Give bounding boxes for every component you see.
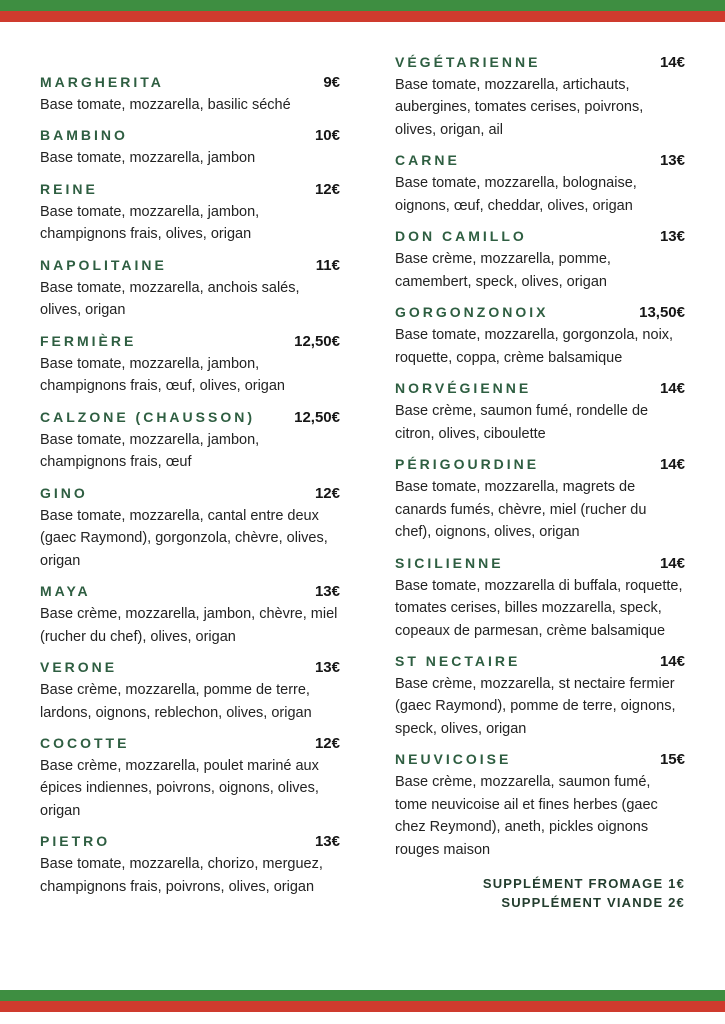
menu-item-price: 12,50€: [294, 332, 340, 350]
menu-item-price: 13€: [314, 583, 340, 601]
menu-item-name: VERONE: [40, 659, 118, 676]
menu-item-name: DON CAMILLO: [395, 228, 527, 245]
menu-item-header: [40, 127, 340, 144]
menu-item: [395, 228, 685, 293]
menu-item-description: Base tomate, mozzarella, bolognaise, oignons, œuf, cheddar, olives, origan: [395, 175, 637, 214]
menu-item-description: Base crème, mozzarella, saumon fumé, tome neuvicoise ail et fines herbes (gaec chez Reymond), aneth, pickles oignons rouges maison: [395, 774, 658, 858]
menu-item-name: PIETRO: [40, 833, 111, 850]
menu-item-description: Base crème, mozzarella, pomme, camembert, speck, olives, origan: [395, 251, 611, 290]
menu-item-description: Base crème, mozzarella, jambon, chèvre, miel (rucher du chef), olives, origan: [40, 606, 338, 645]
menu-item-header: [395, 152, 685, 169]
menu-item-header: [40, 181, 340, 198]
menu-item-price: 13€: [659, 228, 685, 246]
menu-item: [395, 456, 685, 543]
menu-item-name: GORGONZONOIX: [395, 304, 549, 321]
menu-item-header: [40, 659, 340, 676]
menu-item-header: [40, 409, 340, 426]
menu-item-price: 9€: [323, 74, 340, 91]
menu-item: [40, 127, 340, 169]
menu-item-header: [395, 456, 685, 473]
menu-item-header: [40, 485, 340, 502]
menu-item-name: CARNE: [395, 152, 460, 169]
menu-item: [40, 735, 340, 822]
menu-item-name: NAPOLITAINE: [40, 256, 167, 273]
menu-item-name: ST NECTAIRE: [395, 652, 521, 669]
menu-item-price: 14€: [659, 54, 685, 71]
menu-item-price: 12€: [314, 180, 340, 198]
menu-item-price: 13€: [314, 659, 340, 677]
menu-item-name: BAMBINO: [40, 127, 128, 144]
menu-item-header: [395, 228, 685, 245]
menu-item-name: NEUVICOISE: [395, 751, 512, 768]
menu-item-header: [40, 583, 340, 600]
menu-column-left: [40, 74, 340, 913]
menu-item: [395, 152, 685, 217]
menu-item-price: 14€: [659, 380, 685, 398]
menu-item-price: 11€: [315, 256, 340, 274]
menu-item-price: 12€: [314, 484, 340, 502]
menu-item-header: [40, 74, 340, 91]
flag-stripe-red-bottom: [0, 1001, 725, 1012]
menu-item-description: Base crème, saumon fumé, rondelle de citron, olives, ciboulette: [395, 403, 649, 442]
menu-item: [395, 54, 685, 141]
menu-item-price: 12,50€: [294, 408, 340, 426]
menu-item: [40, 409, 340, 474]
menu-item-name: CALZONE (CHAUSSON): [40, 408, 255, 425]
menu-item-description: Base tomate, mozzarella, cantal entre deux (gaec Raymond), gorgonzola, chèvre, olives, origan: [40, 507, 328, 569]
menu-item-description: Base tomate, mozzarella di buffala, roquette, tomates cerises, billes mozzarella, speck, copeaux de parmesan, crème balsamique: [395, 577, 683, 639]
menu-item: [395, 304, 685, 369]
menu-item-description: Base tomate, mozzarella, basilic séché: [40, 97, 291, 113]
menu-item-description: Base crème, mozzarella, st nectaire fermier (gaec Raymond), pomme de terre, oignons, speck, olives, origan: [395, 675, 676, 737]
menu-item-price: 14€: [659, 554, 685, 572]
menu-item: [395, 751, 685, 861]
menu-item-price: 14€: [659, 652, 685, 670]
menu-item-name: MARGHERITA: [40, 74, 164, 90]
flag-stripe-green-bottom: [0, 990, 725, 1001]
menu-item-price: 14€: [659, 456, 685, 474]
menu-item: [40, 583, 340, 648]
menu-item-description: Base crème, mozzarella, poulet mariné aux épices indiennes, poivrons, oignons, olives, origan: [40, 757, 319, 819]
menu-item-description: Base crème, mozzarella, pomme de terre, lardons, oignons, reblechon, olives, origan: [40, 682, 312, 721]
menu-item-name: MAYA: [40, 583, 91, 600]
menu-item: [40, 257, 340, 322]
menu-item-description: Base tomate, mozzarella, jambon, champignons frais, œuf: [40, 431, 260, 471]
supplement-note: [395, 875, 685, 913]
menu-item-header: [395, 380, 685, 397]
menu-item: [40, 333, 340, 398]
menu-column-right-items: [395, 54, 685, 861]
menu-item: [395, 555, 685, 642]
menu-item-name: GINO: [40, 484, 88, 501]
menu-item-name: FERMIÈRE: [40, 332, 137, 349]
menu-item: [40, 485, 340, 572]
menu-item-price: 12€: [314, 734, 340, 752]
menu-item-header: [40, 833, 340, 850]
supplement-fromage-line: SUPPLÉMENT FROMAGE 1€: [482, 876, 685, 892]
menu-item-name: PÉRIGOURDINE: [395, 456, 540, 473]
menu-item-header: [40, 333, 340, 350]
menu-item: [395, 380, 685, 445]
menu-item-header: [395, 54, 685, 71]
menu-item-description: Base tomate, mozzarella, chorizo, merguez, champignons frais, poivrons, olives, origan: [40, 856, 323, 895]
menu-item-description: Base tomate, mozzarella, jambon, champignons frais, olives, origan: [40, 203, 260, 243]
menu-item-header: [395, 555, 685, 572]
menu-item-price: 13€: [659, 152, 685, 170]
menu-item: [40, 833, 340, 898]
menu-item-description: Base tomate, mozzarella, gorgonzola, noix, roquette, coppa, crème balsamique: [395, 327, 674, 366]
menu-item-header: [395, 653, 685, 670]
menu-item-name: SICILIENNE: [395, 554, 504, 571]
menu-item: [395, 653, 685, 740]
menu-item-price: 10€: [314, 127, 340, 145]
menu-item-header: [395, 304, 685, 321]
menu-item-description: Base tomate, mozzarella, magrets de canards fumés, chèvre, miel (rucher du chef), oignons, olives, origan: [395, 479, 647, 541]
menu-item-description: Base tomate, mozzarella, anchois salés, olives, origan: [40, 279, 300, 319]
menu-item-name: NORVÉGIENNE: [395, 380, 532, 397]
menu-item-header: [40, 257, 340, 274]
menu-item-name: REINE: [40, 180, 98, 197]
menu-item-price: 13€: [314, 833, 340, 851]
menu-item: [40, 74, 340, 116]
menu-item-name: VÉGÉTARIENNE: [395, 54, 541, 70]
menu-item-header: [395, 751, 685, 768]
menu-item-price: 15€: [659, 751, 685, 769]
menu-item-name: COCOTTE: [40, 734, 130, 751]
menu-item-description: Base tomate, mozzarella, jambon, champignons frais, œuf, olives, origan: [40, 355, 285, 395]
menu-item-description: Base tomate, mozzarella, artichauts, aubergines, tomates cerises, poivrons, olives, origan, ail: [395, 77, 644, 138]
menu-column-right: [395, 54, 685, 913]
menu-item-header: [40, 735, 340, 752]
supplement-viande-line: SUPPLÉMENT VIANDE 2€: [501, 895, 685, 911]
menu-item: [40, 659, 340, 724]
menu-item-description: Base tomate, mozzarella, jambon: [40, 150, 256, 167]
menu-item-price: 13,50€: [639, 304, 685, 322]
menu-item: [40, 181, 340, 246]
